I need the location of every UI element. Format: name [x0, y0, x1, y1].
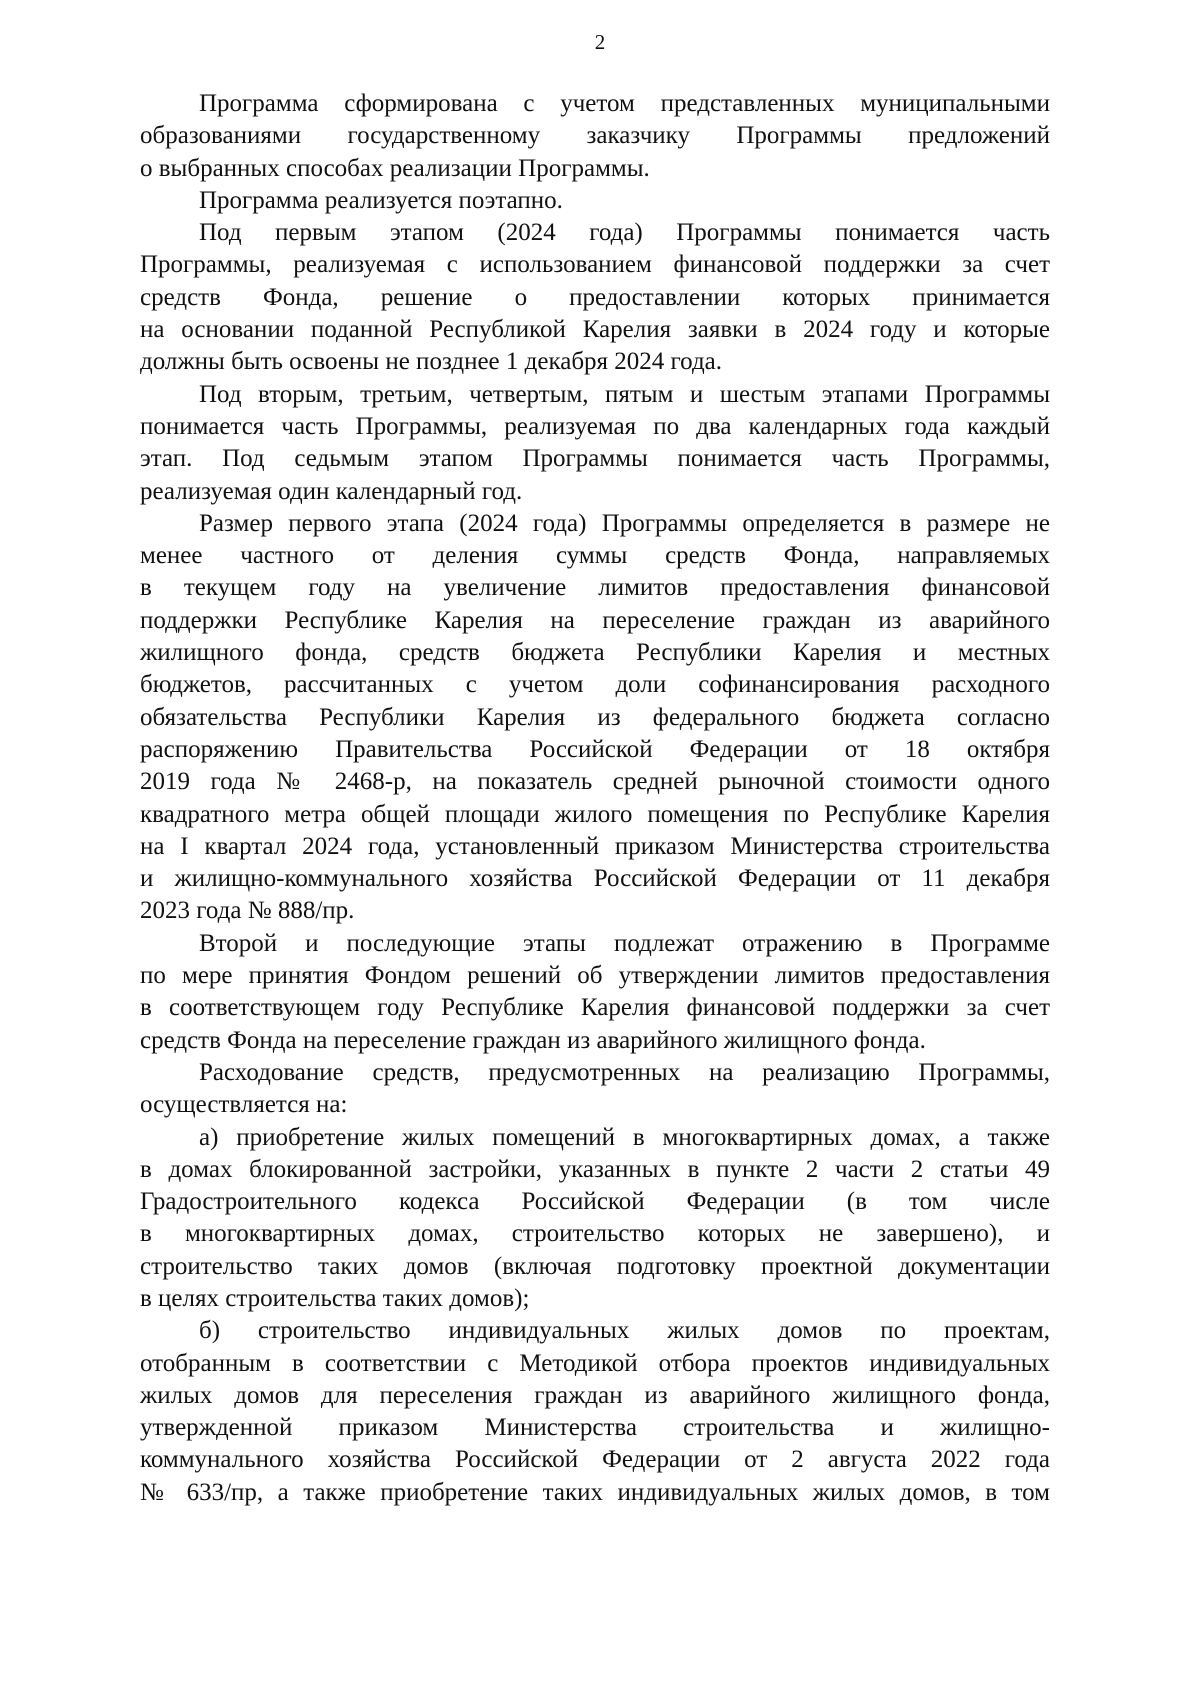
text-line: Программа сформирована с учетом представленных муниципальными: [199, 90, 1050, 117]
paragraph: [140, 88, 1050, 185]
document-body: [140, 88, 1050, 1509]
text-line: и жилищно-коммунального хозяйства Российской Федерации от 11 декабря: [140, 865, 1050, 893]
text-line: по мере принятия Фондом решений об утверждении лимитов предоставления: [140, 962, 1050, 990]
text-line: Программа реализуется поэтапно.: [199, 186, 563, 214]
text-line: реализуемая один календарный год.: [140, 477, 523, 505]
text-line: осуществляется на:: [140, 1091, 348, 1119]
text-line: о выбранных способах реализации Программы.: [140, 154, 650, 182]
text-line: должны быть освоены не позднее 1 декабря 2024 года.: [140, 348, 723, 376]
text-line: коммунального хозяйства Российской Федерации от 2 августа 2022 года: [140, 1446, 1050, 1474]
text-line: менее частного от деления суммы средств Фонда, направляемых: [140, 542, 1050, 570]
text-line: жилых домов для переселения граждан из аварийного жилищного фонда,: [140, 1381, 1050, 1409]
text-line: Под вторым, третьим, четвертым, пятым и шестым этапами Программы: [199, 380, 1050, 408]
text-line: 2019 года № 2468-р, на показатель средней рыночной стоимости одного: [140, 768, 1050, 796]
text-line: Размер первого этапа (2024 года) Программы определяется в размере не: [199, 509, 1050, 537]
text-line: в многоквартирных домах, строительство которых не завершено), и: [140, 1220, 1050, 1248]
text-line: распоряжению Правительства Российской Федерации от 18 октября: [140, 735, 1050, 763]
text-line: на I квартал 2024 года, установленный приказом Министерства строительства: [140, 832, 1050, 860]
paragraph: [140, 379, 1050, 508]
text-line: в домах блокированной застройки, указанных в пункте 2 части 2 статьи 49: [140, 1155, 1050, 1183]
text-line: отобранным в соответствии с Методикой отбора проектов индивидуальных: [140, 1349, 1050, 1377]
text-line: Программы, реализуемая с использованием финансовой поддержки за счет: [140, 251, 1050, 279]
text-line: обязательства Республики Карелия из федерального бюджета согласно: [140, 703, 1050, 731]
text-line: жилищного фонда, средств бюджета Республики Карелия и местных: [140, 639, 1050, 667]
text-line: Градостроительного кодекса Российской Федерации (в том числе: [140, 1188, 1050, 1216]
text-line: утвержденной приказом Министерства строительства и жилищно-: [140, 1414, 1050, 1442]
text-line: этап. Под седьмым этапом Программы понимается часть Программы,: [140, 445, 1050, 473]
text-line: образованиями государственному заказчику Программы предложений: [140, 122, 1050, 150]
text-line: № 633/пр, а также приобретение таких индивидуальных жилых домов, в том: [140, 1478, 1050, 1506]
text-line: поддержки Республике Карелия на переселение граждан из аварийного: [140, 606, 1050, 634]
text-line: а) приобретение жилых помещений в многоквартирных домах, а также: [199, 1123, 1050, 1151]
paragraph: [140, 928, 1050, 1057]
paragraph: [140, 1315, 1050, 1509]
text-line: 2023 года № 888/пр.: [140, 897, 355, 925]
text-line: средств Фонда на переселение граждан из аварийного жилищного фонда.: [140, 1026, 926, 1054]
text-line: квадратного метра общей площади жилого помещения по Республике Карелия: [140, 800, 1050, 828]
paragraph: [140, 508, 1050, 928]
page-number: 2: [594, 30, 606, 54]
paragraph: [140, 1122, 1050, 1316]
text-line: в целях строительства таких домов);: [140, 1284, 530, 1312]
text-line: средств Фонда, решение о предоставлении которых принимается: [140, 283, 1050, 311]
text-line: бюджетов, рассчитанных с учетом доли софинансирования расходного: [140, 671, 1050, 699]
paragraph: [140, 185, 1050, 217]
paragraph: [140, 1057, 1050, 1122]
text-line: Под первым этапом (2024 года) Программы понимается часть: [199, 219, 1050, 247]
paragraph: [140, 217, 1050, 378]
text-line: Второй и последующие этапы подлежат отражению в Программе: [199, 929, 1050, 957]
text-line: в текущем году на увеличение лимитов предоставления финансовой: [140, 574, 1050, 602]
text-line: Расходование средств, предусмотренных на реализацию Программы,: [199, 1058, 1050, 1086]
text-line: б) строительство индивидуальных жилых домов по проектам,: [199, 1317, 1050, 1345]
text-line: на основании поданной Республикой Карелия заявки в 2024 году и которые: [140, 316, 1050, 344]
text-line: понимается часть Программы, реализуемая по два календарных года каждый: [140, 412, 1050, 440]
text-line: строительство таких домов (включая подготовку проектной документации: [140, 1252, 1050, 1280]
text-line: в соответствующем году Республике Карелия финансовой поддержки за счет: [140, 994, 1050, 1022]
